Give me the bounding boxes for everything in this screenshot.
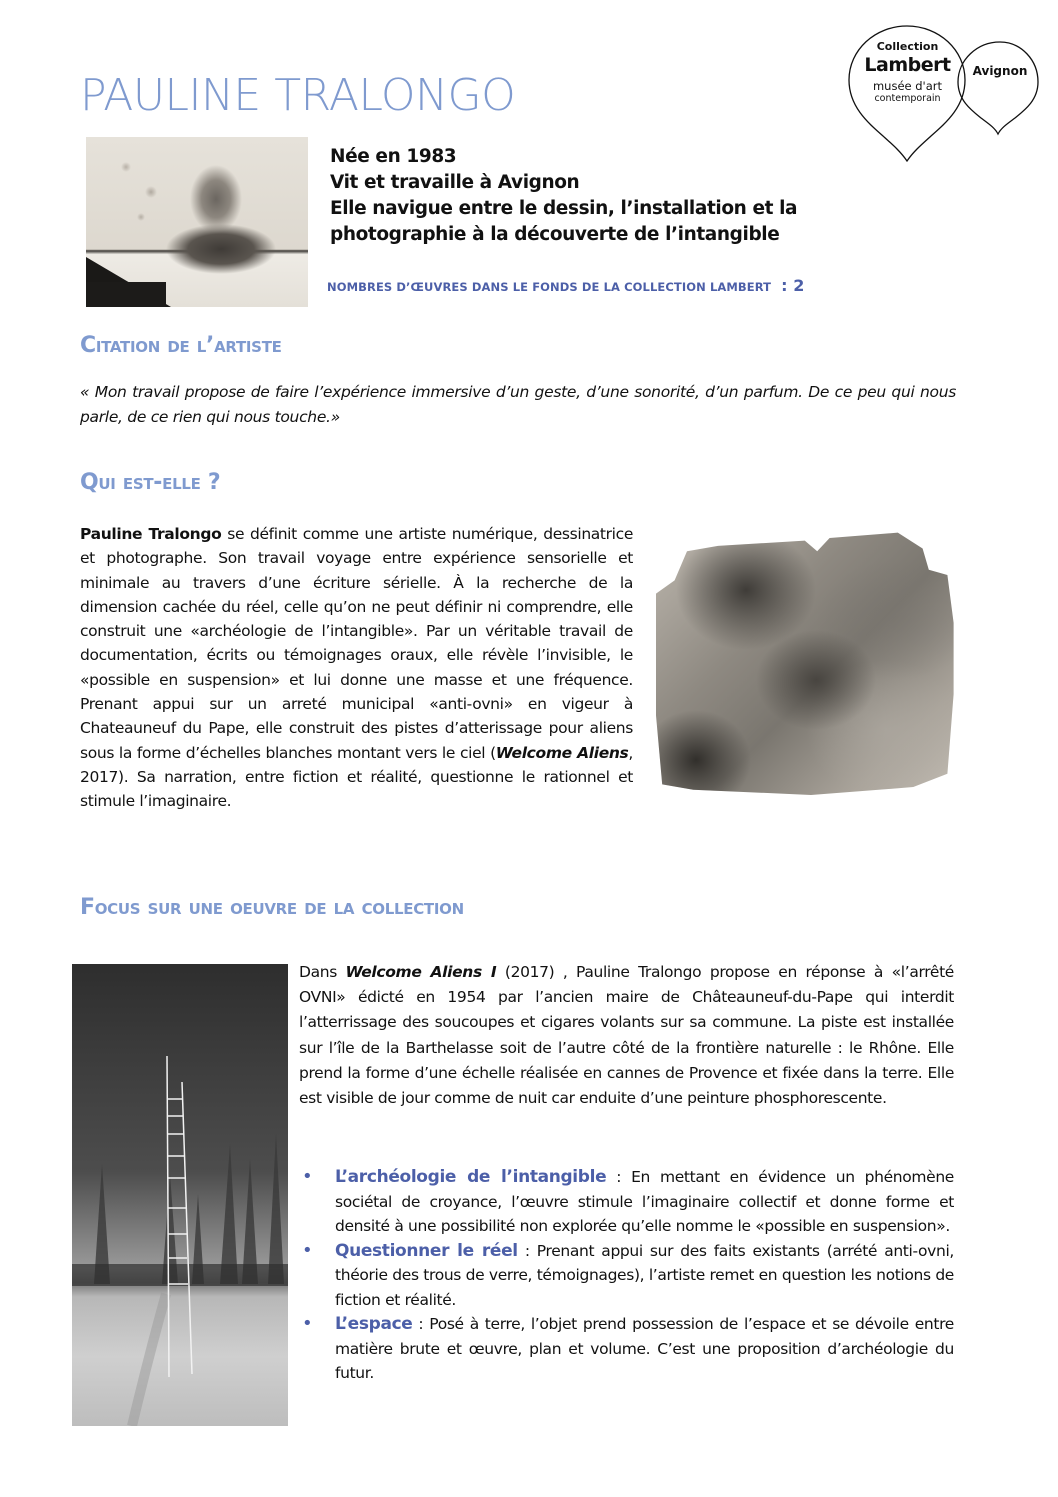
- artist-name-title: PAULINE TRALONGO: [80, 70, 516, 121]
- logo-collection-text: Collection: [876, 40, 939, 53]
- who-paragraph: [80, 522, 633, 814]
- bullet-dot-icon: •: [302, 1166, 313, 1187]
- logo-contemporain-text: contemporain: [874, 93, 941, 104]
- logo-musee-text: musée d'art: [872, 79, 943, 93]
- artist-portrait-photo: [86, 137, 308, 307]
- works-count-label: NOMBRES D’ŒUVRES DANS LE FONDS DE LA COLLECTION LAMBERT: [327, 280, 772, 294]
- work-title-italic: Welcome Aliens: [495, 743, 629, 762]
- focus-work-title: Welcome Aliens I: [345, 963, 497, 981]
- artist-bio-block: [330, 144, 797, 248]
- bullet-item: [302, 1239, 954, 1313]
- who-section-heading: Qui est-elle ?: [80, 470, 221, 495]
- focus-intro-prefix: Dans: [299, 963, 346, 981]
- shrub-line: [72, 1264, 288, 1286]
- artwork-drawing-image: [656, 530, 966, 795]
- quote-section-heading: Citation de l’artiste: [80, 333, 282, 358]
- bullet-dot-icon: •: [302, 1239, 313, 1261]
- tree-silhouettes: [94, 1134, 284, 1284]
- logo-avignon-text: Avignon: [972, 64, 1028, 78]
- bullet-text: : Prenant appui sur des faits existants (arrété anti-ovni, théorie des trous de verre, témoignages), l’artiste remet en question les notions de fiction et réalité.: [335, 1241, 954, 1309]
- bullet-text: : En mettant en évidence un phénomène sociétal de croyance, l’œuvre stimule l’imaginaire collectif et donne forme et densité à une possibilité non explorée qu’elle nomme le «possible en suspension».: [335, 1168, 954, 1235]
- who-text-part-1: se définit comme une artiste numérique, dessinatrice et photographe. Son travail voyage entre expérience sensorielle et minimale au travers d’une écriture sérielle. À la recherche de la dimension cachée du réel, celle qu’on ne peut définir ni comprendre, elle construit une «archéologie de l’intangible». Par un véritable travail de documentation, écrits ou témoignages oraux, elle révèle l’invisible, le «possible en suspension» et lui donne une masse et une fréquence. Prenant appui sur un arreté municipal «anti-ovni» en vigeur à Chateauneuf du Pape, elle construit des pistes d’atterissage pour aliens sous la forme d’échelles blanches montant vers le ciel (: [80, 525, 634, 762]
- artist-quote: « Mon travail propose de faire l’expérience immersive d’un geste, d’une sonorité, d’un parfum. De ce peu qui nous parle, de ce rien qui nous touche.»: [80, 383, 956, 426]
- bullet-item: [302, 1312, 954, 1386]
- works-count: [327, 276, 805, 295]
- who-text-part-2: , 2017). Sa narration, entre fiction et réalité, questionne le rationnel et stimule l’imaginaire.: [80, 743, 633, 811]
- bullet-text: : Posé à terre, l’objet prend possession de l’espace et se dévoile entre matière brute et œuvre, plan et volume. C’est une proposition d’archéologie du futur.: [335, 1315, 954, 1382]
- focus-intro-text: (2017) , Pauline Tralongo propose en réponse à «l’arrêté OVNI» édicté en 1954 par l’ancien maire de Châteauneuf-du-Pape qui interdit l’atterrissage des soucoupes et cigares volants sur sa commune. La piste est installée sur l’île de la Barthelasse soit de l’autre côté de la frontière naturelle : le Rhône. Elle prend la forme d’une échelle réalisée en cannes de Provence et fixée dans la terre. Elle est visible de jour comme de nuit car enduite d’une peinture phosphorescente.: [299, 963, 954, 1108]
- bullet-term: L’espace: [335, 1314, 413, 1334]
- works-count-value: : 2: [781, 276, 805, 295]
- portrait-shadow-base: [86, 282, 166, 307]
- collection-lambert-logo: [845, 24, 1040, 164]
- bullet-item: [302, 1165, 954, 1239]
- artist-name-bold: Pauline Tralongo: [80, 525, 222, 543]
- focus-bullet-list: [302, 1165, 954, 1386]
- focus-section-heading: Focus sur une oeuvre de la collection: [80, 895, 464, 920]
- practice-line-2: photographie à la découverte de l’intangible: [330, 224, 780, 245]
- birth-year: Née en 1983: [330, 146, 457, 167]
- ladder-artwork-photo: [72, 964, 288, 1426]
- logo-lambert-text: Lambert: [864, 54, 951, 76]
- practice-line-1: Elle navigue entre le dessin, l’installation et la: [330, 198, 798, 219]
- bullet-term: Questionner le réel: [335, 1240, 518, 1261]
- focus-paragraph: [299, 960, 954, 1111]
- residence: Vit et travaille à Avignon: [330, 172, 580, 193]
- ladder-scene-graphic: [72, 964, 288, 1426]
- bullet-dot-icon: •: [302, 1313, 313, 1334]
- field-path: [132, 1294, 166, 1426]
- bullet-term: L’archéologie de l’intangible: [335, 1167, 607, 1187]
